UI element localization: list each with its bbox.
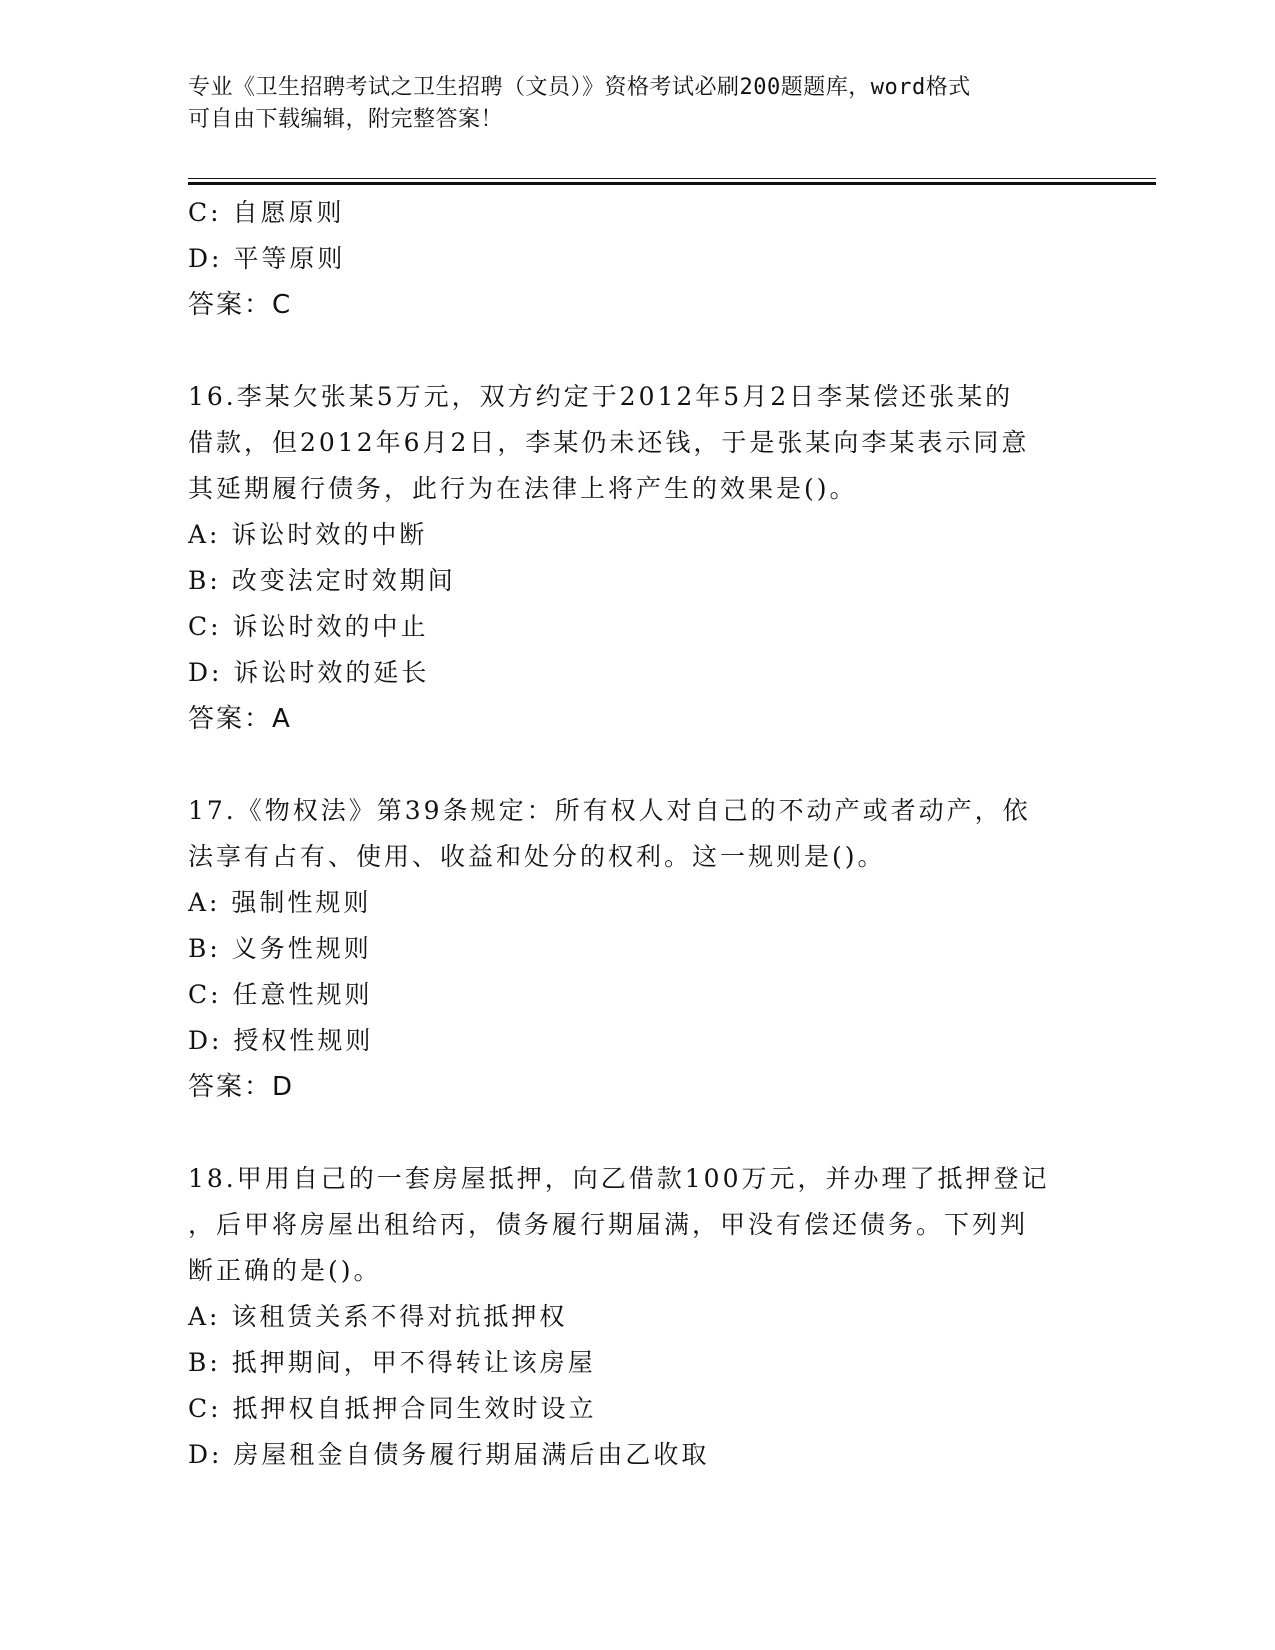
option-a: A: 诉讼时效的中断	[188, 520, 428, 549]
question-stem-line: 断正确的是()。	[188, 1256, 382, 1285]
option-b: B: 义务性规则	[188, 934, 372, 963]
option-d: D: 平等原则	[188, 244, 346, 273]
answer-line: 答案：C	[188, 290, 293, 320]
answer-line: 答案：D	[188, 1072, 295, 1102]
question-17	[188, 788, 1088, 1110]
option-c: C: 抵押权自抵押合同生效时设立	[188, 1394, 597, 1423]
question-18	[188, 1156, 1088, 1478]
question-15-continuation	[188, 190, 1088, 328]
header-rule-thick	[188, 182, 1156, 185]
option-a: A: 强制性规则	[188, 888, 372, 917]
question-stem-line: 17.《物权法》第39条规定：所有权人对自己的不动产或者动产，依	[188, 796, 1031, 825]
option-c: C: 自愿原则	[188, 198, 345, 227]
spacer	[188, 742, 1088, 788]
spacer	[188, 1110, 1088, 1156]
option-d: D: 诉讼时效的延长	[188, 658, 430, 687]
question-stem-line: 借款，但2012年6月2日，李某仍未还钱，于是张某向李某表示同意	[188, 428, 1030, 457]
option-b: B: 改变法定时效期间	[188, 566, 456, 595]
question-stem-line: 16.李某欠张某5万元，双方约定于2012年5月2日李某偿还张某的	[188, 382, 1014, 411]
document-body	[188, 190, 1088, 1478]
question-stem-line: ，后甲将房屋出租给丙，债务履行期届满，甲没有偿还债务。下列判	[188, 1210, 1029, 1239]
document-header	[188, 72, 1068, 136]
option-b: B: 抵押期间，甲不得转让该房屋	[188, 1348, 596, 1377]
question-stem-line: 其延期履行债务，此行为在法律上将产生的效果是()。	[188, 474, 858, 503]
option-d: D: 授权性规则	[188, 1026, 374, 1055]
header-line-2: 可自由下载编辑，附完整答案！	[188, 107, 504, 132]
question-stem-line: 法享有占有、使用、收益和处分的权利。这一规则是()。	[188, 842, 886, 871]
option-a: A: 该租赁关系不得对抗抵押权	[188, 1302, 568, 1331]
answer-line: 答案：A	[188, 704, 292, 734]
header-line-1: 专业《卫生招聘考试之卫生招聘（文员）》资格考试必刷200题题库，word格式	[188, 75, 971, 100]
header-rule-thin	[188, 178, 1156, 179]
option-d: D: 房屋租金自债务履行期届满后由乙收取	[188, 1440, 710, 1469]
option-c: C: 任意性规则	[188, 980, 373, 1009]
question-stem-line: 18.甲用自己的一套房屋抵押，向乙借款100万元，并办理了抵押登记	[188, 1164, 1050, 1193]
spacer	[188, 328, 1088, 374]
question-16	[188, 374, 1088, 742]
option-c: C: 诉讼时效的中止	[188, 612, 429, 641]
